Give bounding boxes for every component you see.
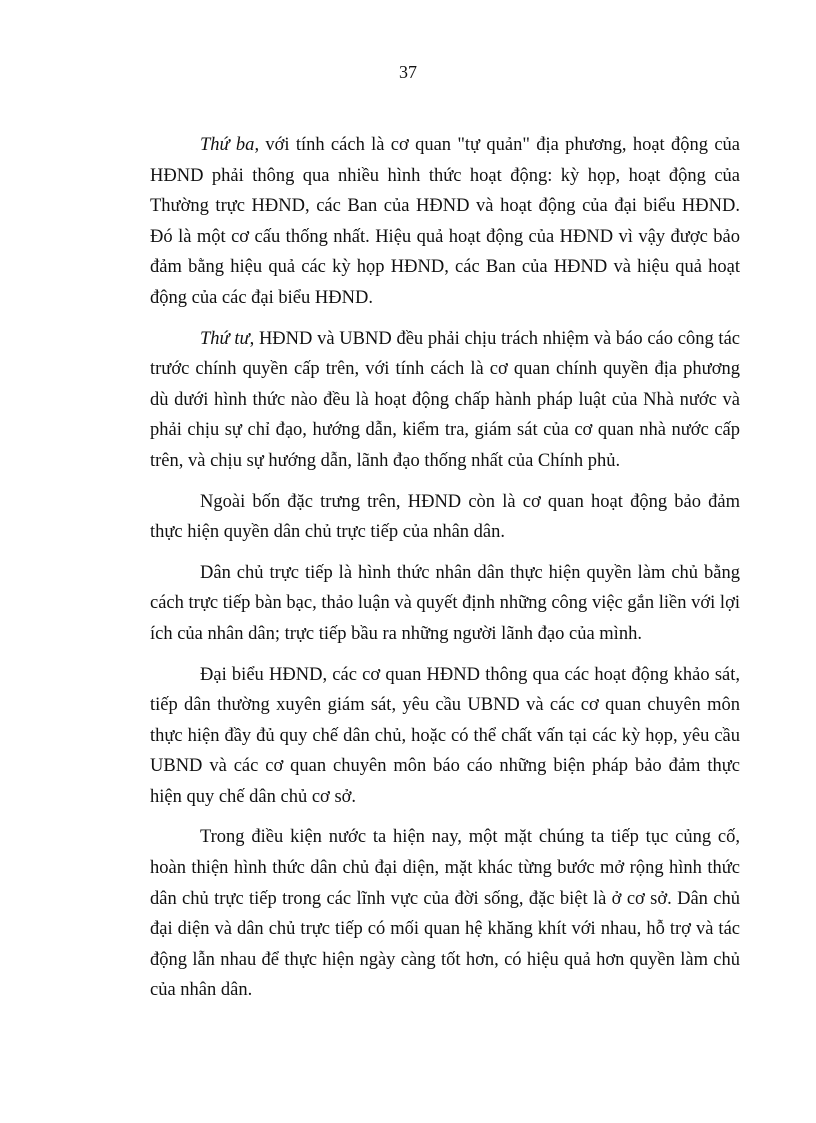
paragraph-text: , với tính cách là cơ quan "tự quản" địa phương, hoạt động của HĐND phải thông qua nhiều hình thức hoạt động: kỳ họp, hoạt động của Thường trực HĐND, các Ban của HĐND và hoạt động của đại biểu HĐND. Đó là một cơ cấu thống nhất. Hiệu quả hoạt động của HĐND vì vậy được bảo đảm bằng hiệu quả các kỳ họp HĐND, các Ban của HĐND và hiệu quả hoạt động của các đại biểu HĐND. — [150, 135, 740, 308]
paragraph — [150, 130, 740, 314]
paragraph — [150, 324, 740, 477]
paragraph-text: Dân chủ trực tiếp là hình thức nhân dân thực hiện quyền làm chủ bằng cách trực tiếp bàn bạc, thảo luận và quyết định những công việc gắn liền với lợi ích của nhân dân; trực tiếp bầu ra những người lãnh đạo của mình. — [150, 562, 740, 644]
paragraph-text: Ngoài bốn đặc trưng trên, HĐND còn là cơ quan hoạt động bảo đảm thực hiện quyền dân chủ trực tiếp của nhân dân. — [150, 491, 740, 543]
paragraph-lead: Thứ ba — [200, 135, 255, 155]
paragraph-text: Trong điều kiện nước ta hiện nay, một mặt chúng ta tiếp tục củng cố, hoàn thiện hình thức dân chủ đại diện, mặt khác từng bước mở rộng hình thức dân chủ trực tiếp trong các lĩnh vực của đời sống, đặc biệt là ở cơ sở. Dân chủ đại diện và dân chủ trực tiếp có mối quan hệ khăng khít với nhau, hỗ trợ và tác động lẫn nhau để thực hiện ngày càng tốt hơn, có hiệu quả hơn quyền làm chủ của nhân dân. — [150, 827, 740, 1001]
paragraph — [150, 822, 740, 1006]
page-number: 37 — [399, 62, 417, 82]
document-body — [150, 130, 740, 1016]
paragraph-text: , HĐND và UBND đều phải chịu trách nhiệm và báo cáo công tác trước chính quyền cấp trên, với tính cách là cơ quan chính quyền địa phương dù dưới hình thức nào đều là hoạt động chấp hành pháp luật của Nhà nước và phải chịu sự chỉ đạo, hướng dẫn, kiểm tra, giám sát của cơ quan nhà nước cấp trên, và chịu sự hướng dẫn, lãnh đạo thống nhất của Chính phủ. — [150, 328, 740, 471]
paragraph-lead: Thứ tư — [200, 328, 250, 349]
paragraph — [150, 558, 740, 650]
paragraph-text: Đại biểu HĐND, các cơ quan HĐND thông qua các hoạt động khảo sát, tiếp dân thường xuyên giám sát, yêu cầu UBND và các cơ quan chuyên môn thực hiện đầy đủ quy chế dân chủ, hoặc có thể chất vấn tại các kỳ họp, yêu cầu UBND và các cơ quan chuyên môn báo cáo những biện pháp bảo đảm thực hiện quy chế dân chủ cơ sở. — [150, 664, 740, 807]
paragraph — [150, 487, 740, 548]
paragraph — [150, 660, 740, 813]
